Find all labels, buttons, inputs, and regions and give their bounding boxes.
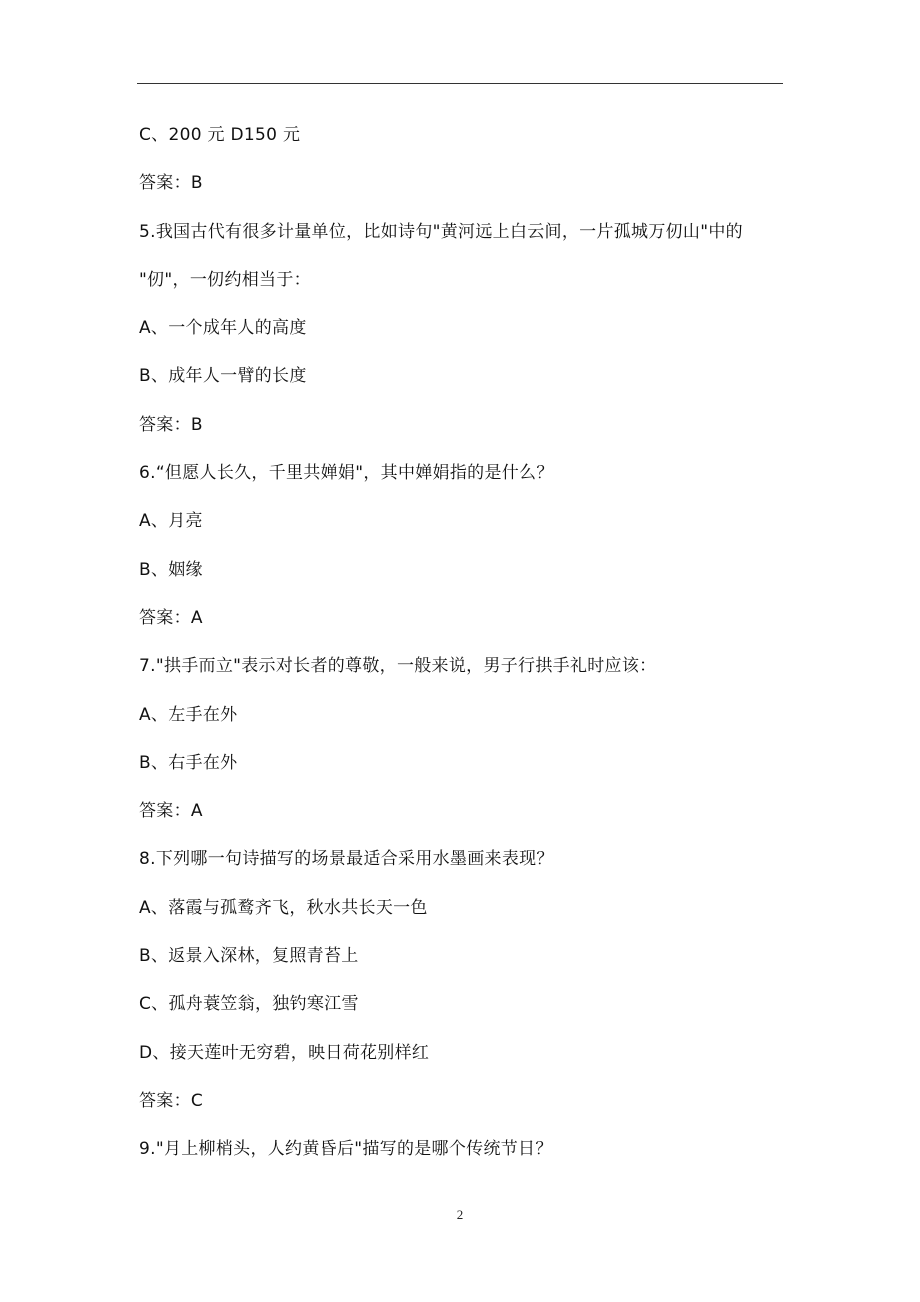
answer-q5: 答案：B — [139, 414, 203, 435]
question-9: 9."月上柳梢头，人约黄昏后"描写的是哪个传统节日？ — [139, 1139, 553, 1160]
answer-q8: 答案：C — [139, 1090, 204, 1111]
option-d-q8: D、接天莲叶无穷碧，映日荷花别样红 — [139, 1042, 430, 1063]
option-a-q7: A、左手在外 — [139, 704, 238, 725]
option-b-q7: B、右手在外 — [139, 752, 238, 773]
question-5-line-2: "仞"，一仞约相当于： — [139, 269, 311, 290]
answer-q6: 答案：A — [139, 607, 203, 628]
option-a-q5: A、一个成年人的高度 — [139, 318, 307, 339]
answer-q4: 答案：B — [139, 173, 203, 194]
question-6: 6.“但愿人长久，千里共婵娟"，其中婵娟指的是什么？ — [139, 463, 554, 484]
option-b-q6: B、姻缘 — [139, 559, 203, 580]
option-a-q6: A、月亮 — [139, 511, 203, 532]
option-b-q8: B、返景入深林，复照青苔上 — [139, 946, 359, 967]
page-content — [139, 122, 789, 1185]
option-a-q8: A、落霞与孤鹜齐飞，秋水共长天一色 — [139, 897, 428, 918]
option-c-q4: C、200 元 D150 元 — [139, 125, 301, 145]
option-c-q8: C、孤舟蓑笠翁，独钓寒江雪 — [139, 994, 359, 1015]
header-rule — [137, 83, 783, 84]
option-b-q5: B、成年人一臂的长度 — [139, 366, 307, 387]
page-number: 2 — [456, 1207, 464, 1222]
answer-q7: 答案：A — [139, 801, 203, 822]
question-5-line-1: 5.我国古代有很多计量单位，比如诗句"黄河远上白云间，一片孤城万仞山"中的 — [139, 221, 743, 242]
question-8: 8.下列哪一句诗描写的场景最适合采用水墨画来表现？ — [139, 849, 554, 870]
question-7: 7."拱手而立"表示对长者的尊敬，一般来说，男子行拱手礼时应该： — [139, 656, 657, 677]
